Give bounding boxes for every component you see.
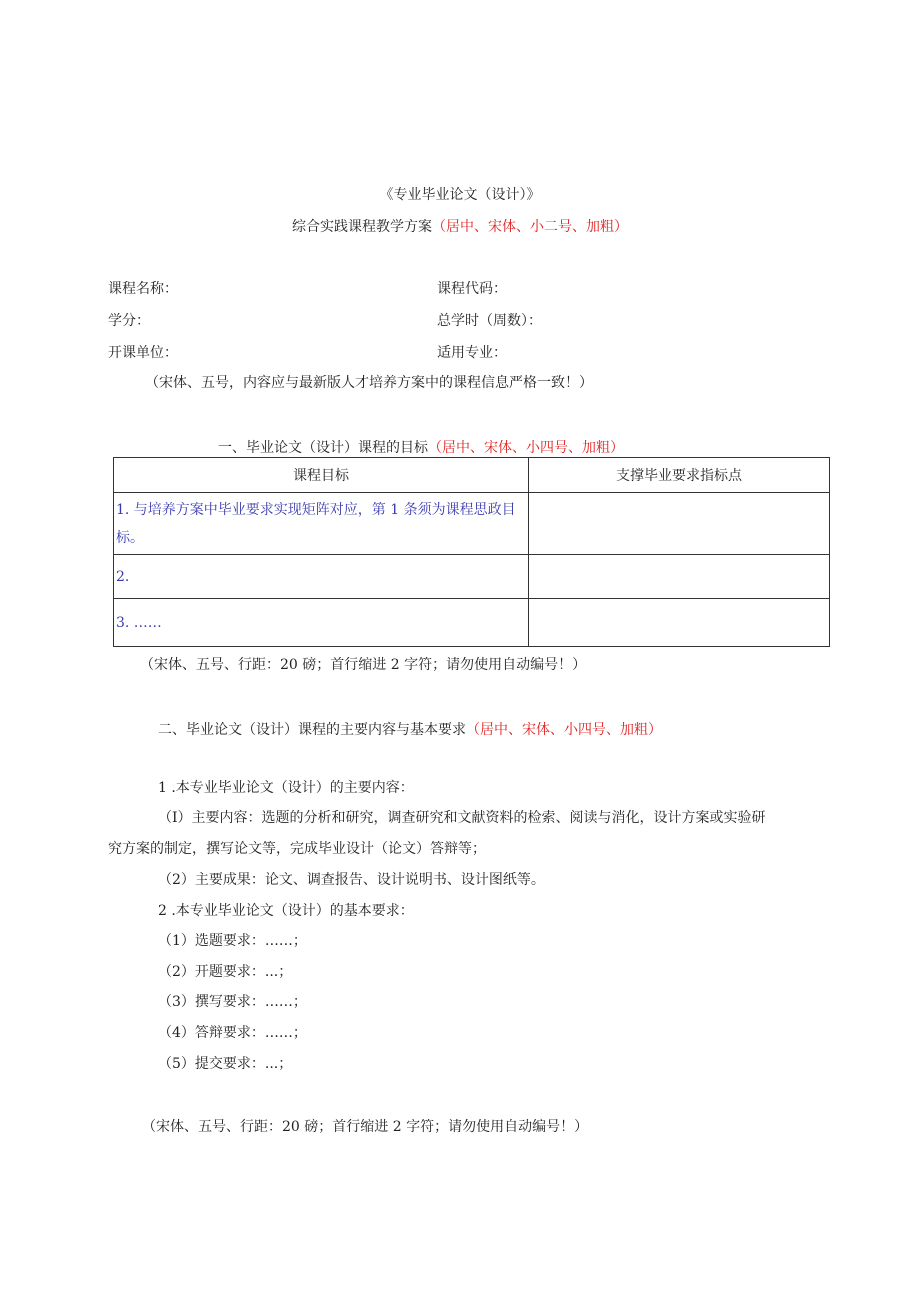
content-line: （I）主要内容：选题的分析和研究，调查研究和文献资料的检索、阅读与消化，设计方案或实验研: [158, 810, 766, 826]
content-line: 究方案的制定，撰写论文等，完成毕业设计（论文）答辩等；: [108, 841, 486, 857]
indicator-cell[interactable]: [529, 555, 830, 599]
section1-heading: [218, 437, 624, 457]
section1-format-note-main: （宋体、五号、行距：20 磅；首行缩进 2 字符；: [140, 657, 447, 673]
course-info-format-note: （宋体、五号，内容应与最新版人才培养方案中的课程信息严格一致！）: [145, 375, 593, 391]
document-title-format-note: （居中、宋体、小二号、加粗）: [432, 219, 628, 235]
content-line: （2）开题要求：...；: [158, 964, 293, 980]
section1-format-note-tail: 请勿使用自动编号！）: [446, 657, 587, 673]
document-title-main: 综合实践课程教学方案: [292, 219, 432, 235]
content-line: 1 .本专业毕业论文（设计）的主要内容：: [158, 780, 414, 796]
table-row: [114, 599, 830, 647]
total-hours-label: 总学时（周数）：: [437, 313, 542, 329]
table-row: [114, 555, 830, 599]
section2-heading-format-note: （居中、宋体、小四号、加粗）: [466, 722, 662, 738]
goal-cell[interactable]: 2.: [114, 555, 529, 599]
content-line: （2）主要成果：论文、调查报告、设计说明书、设计图纸等。: [158, 872, 545, 888]
indicator-cell[interactable]: [529, 493, 830, 555]
section1-heading-format-note: （居中、宋体、小四号、加粗）: [428, 440, 624, 456]
section1-format-note: [140, 654, 586, 674]
table-row: [114, 493, 830, 555]
content-line: （3）撰写要求：……；: [158, 994, 307, 1010]
section1-heading-main: 一、毕业论文（设计）课程的目标: [218, 440, 428, 456]
applicable-major-label: 适用专业：: [437, 345, 507, 361]
content-line: 2 .本专业毕业论文（设计）的基本要求：: [158, 903, 414, 919]
offering-unit-label: 开课单位：: [108, 345, 178, 361]
document-title-line1: 《专业毕业论文（设计）》: [379, 187, 541, 203]
goal-cell[interactable]: 3. ……: [114, 599, 529, 647]
course-goals-table: [113, 457, 830, 647]
content-line: （1）选题要求：……；: [158, 933, 307, 949]
indicator-cell[interactable]: [529, 599, 830, 647]
section2-format-note-main: （宋体、五号、行距：20 磅；首行缩进 2 字符；: [142, 1119, 449, 1135]
document-title-line2: [0, 216, 920, 236]
table-header-row: [114, 458, 830, 493]
credit-label: 学分：: [108, 313, 150, 329]
content-line: （4）答辩要求：……；: [158, 1025, 307, 1041]
section2-heading: [158, 719, 662, 739]
goal-cell[interactable]: 1. 与培养方案中毕业要求实现矩阵对应，第 1 条须为课程思政目标。: [114, 493, 529, 555]
header-course-goal: 课程目标: [114, 458, 529, 493]
course-name-label: 课程名称：: [108, 281, 178, 297]
content-line: （5）提交要求：...；: [158, 1056, 293, 1072]
section2-format-note: [142, 1116, 588, 1136]
section2-heading-main: 二、毕业论文（设计）课程的主要内容与基本要求: [158, 722, 466, 738]
header-graduation-requirement: 支撑毕业要求指标点: [529, 458, 830, 493]
section2-format-note-tail: 请勿使用自动编号！）: [448, 1119, 589, 1135]
course-code-label: 课程代码：: [437, 281, 507, 297]
